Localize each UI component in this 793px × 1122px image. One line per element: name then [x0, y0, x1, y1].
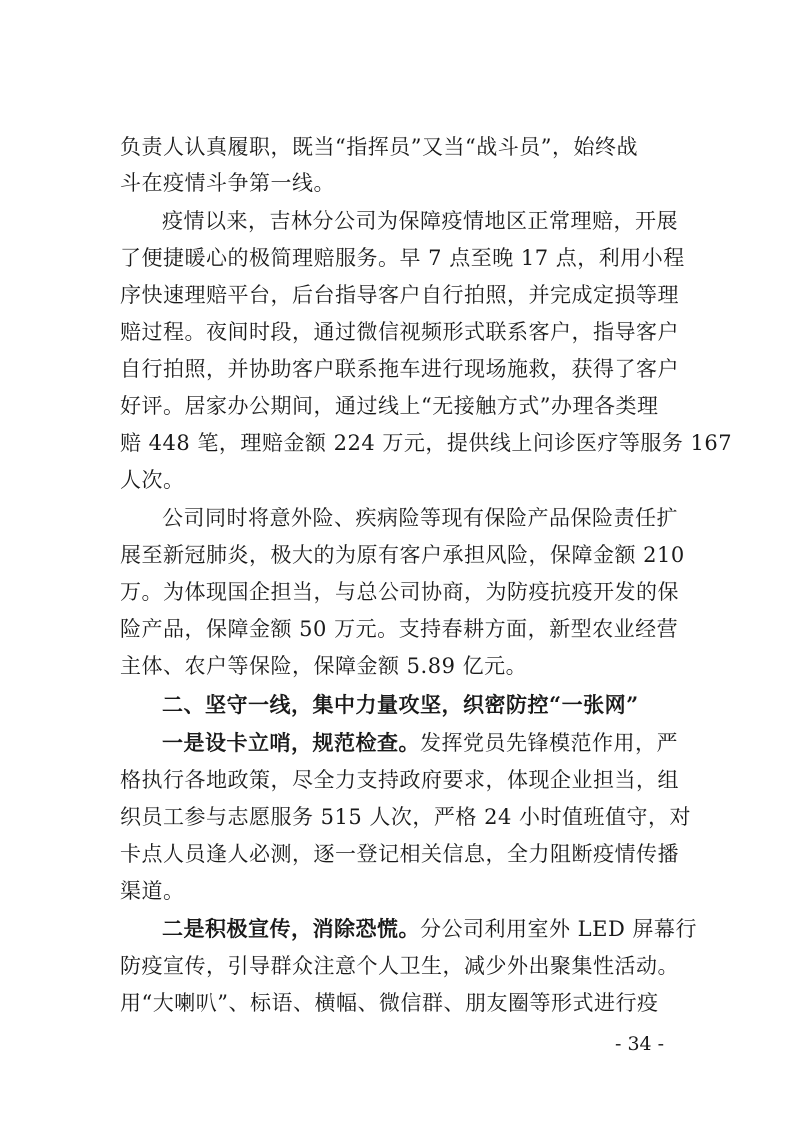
- text-line: 人次。: [120, 468, 185, 492]
- text-line: 卡点人员逢人必测，逐一登记相关信息，全力阻断疫情传播: [120, 842, 679, 866]
- text-line: 展至新冠肺炎，极大的为原有客户承担风险，保障金额 210: [120, 543, 685, 567]
- text-line: 防疫宣传，引导群众注意个人卫生，减少外出聚集性活动。: [120, 954, 679, 978]
- text-line: 疫情以来，吉林分公司为保障疫情地区正常理赔，开展: [162, 209, 678, 233]
- text-line: 负责人认真履职，既当“指挥员”又当“战斗员”，始终战: [120, 135, 638, 159]
- paragraph-first-line: [162, 728, 678, 758]
- text-run: 发挥党员先锋模范作用，严: [420, 731, 678, 755]
- section-heading: 二、坚守一线，集中力量攻坚，织密防控“一张网”: [162, 692, 639, 717]
- text-line: 公司同时将意外险、疾病险等现有保险产品保险责任扩: [162, 506, 678, 530]
- text-line: 自行拍照，并协助客户联系拖车进行现场施救，获得了客户: [120, 357, 679, 381]
- page-number: - 34 -: [615, 1033, 665, 1055]
- text-line: 渠道。: [120, 879, 185, 903]
- text-line: 织员工参与志愿服务 515 人次，严格 24 小时值班值守，对: [120, 805, 692, 829]
- text-run: 分公司利用室外 LED 屏幕行: [420, 917, 697, 941]
- text-line: 格执行各地政策，尽全力支持政府要求，体现企业担当，组: [120, 768, 679, 792]
- text-line: 万。为体现国企担当，与总公司协商，为防疫抗疫开发的保: [120, 580, 679, 604]
- text-line: 赔过程。夜间时段，通过微信视频形式联系客户，指导客户: [120, 320, 679, 344]
- text-line: 好评。居家办公期间，通过线上“无接触方式”办理各类理: [120, 394, 659, 418]
- bold-lead: 二是积极宣传，消除恐慌。: [162, 916, 420, 941]
- text-line: 了便捷暖心的极简理赔服务。早 7 点至晚 17 点，利用小程: [120, 246, 685, 270]
- text-line: 主体、农户等保险，保障金额 5.89 亿元。: [120, 654, 528, 678]
- bold-lead: 一是设卡立哨，规范检查。: [162, 730, 420, 755]
- text-line: 斗在疫情斗争第一线。: [120, 171, 335, 195]
- paragraph-first-line: [162, 914, 697, 944]
- text-line: 序快速理赔平台，后台指导客户自行拍照，并完成定损等理: [120, 283, 679, 307]
- text-line: 用“大喇叭”、标语、横幅、微信群、朋友圈等形式进行疫: [120, 991, 659, 1015]
- text-line: 险产品，保障金额 50 万元。支持春耕方面，新型农业经营: [120, 617, 679, 641]
- text-line: 赔 448 笔，理赔金额 224 万元，提供线上问诊医疗等服务 167: [120, 431, 733, 455]
